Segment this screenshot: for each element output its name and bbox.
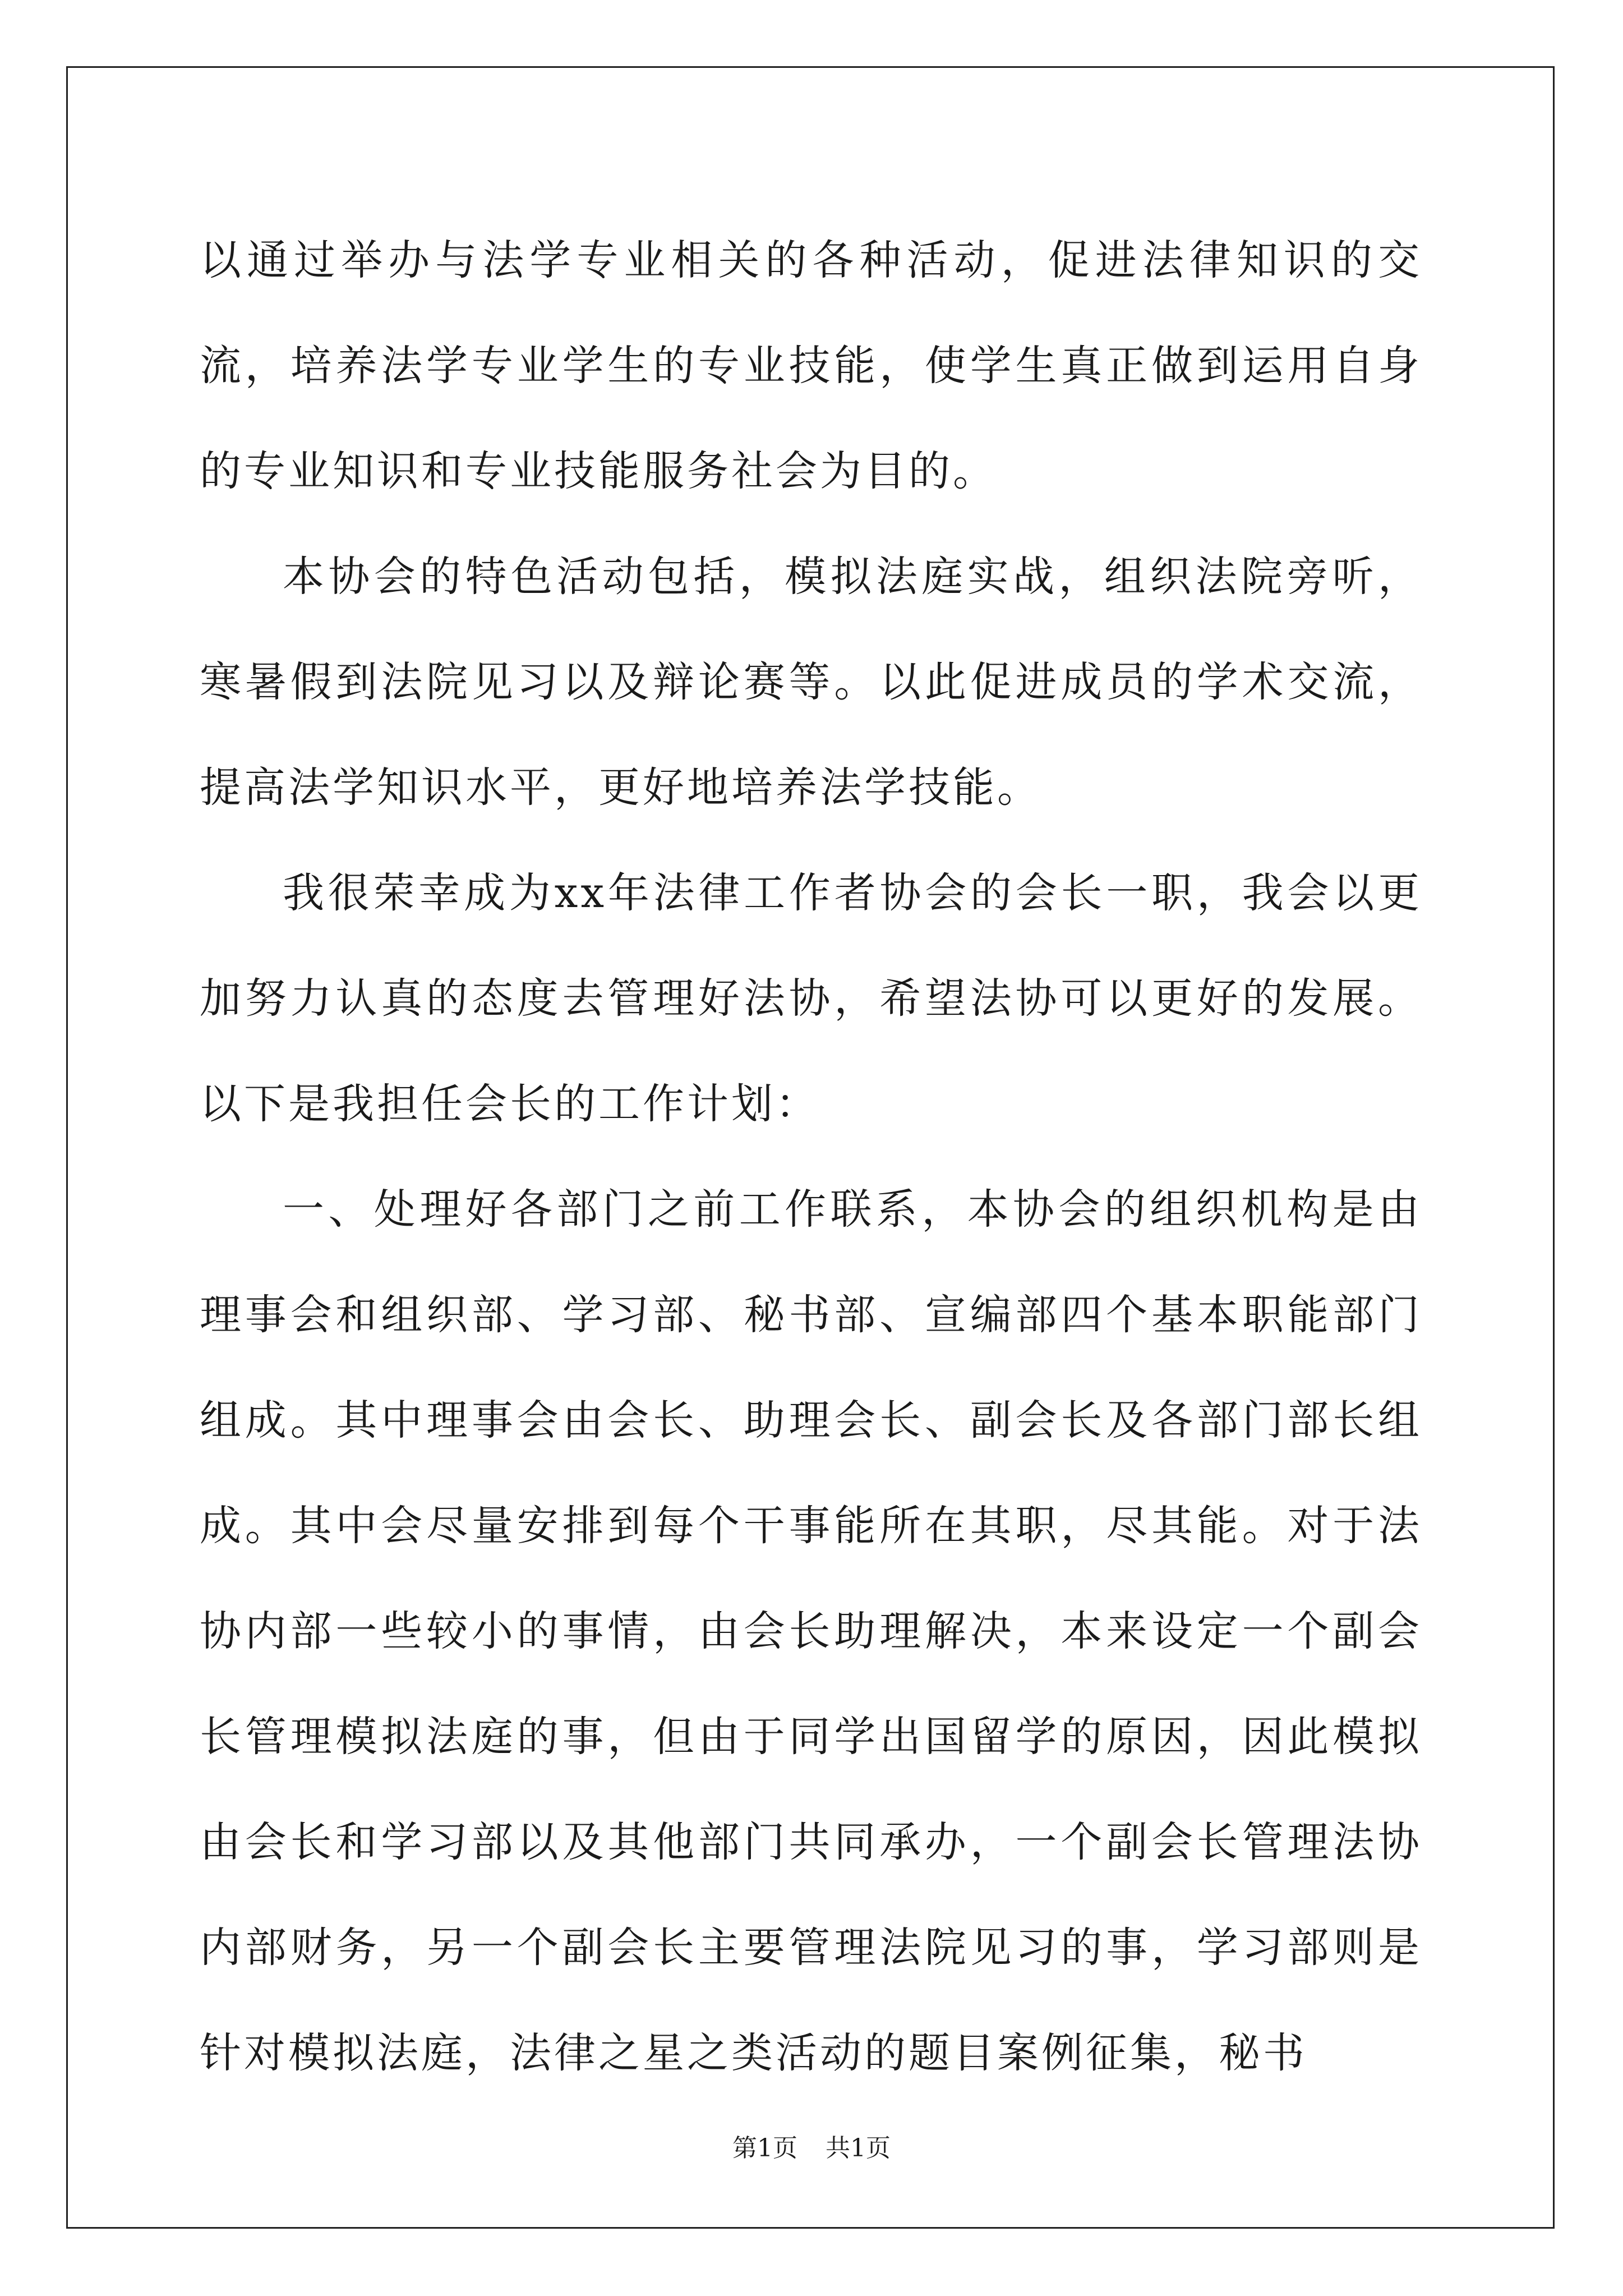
paragraph-1: 以通过举办与法学专业相关的各种活动，促进法律知识的交流，培养法学专业学生的专业技能，使学生真正做到运用自身的专业知识和专业技能服务社会为目的。: [200, 236, 1422, 495]
paragraph-3: 我很荣幸成为xx年法律工作者协会的会长一职，我会以更加努力认真的态度去管理好法协，希望法协可以更好的发展。以下是我担任会长的工作计划：: [200, 869, 1422, 1128]
document-body: [200, 208, 1422, 2106]
page-footer: [0, 2132, 1623, 2165]
paragraph-2: 本协会的特色活动包括，模拟法庭实战，组织法院旁听，寒暑假到法院见习以及辩论赛等。以此促进成员的学术交流，提高法学知识水平，更好地培养法学技能。: [200, 553, 1422, 812]
paragraph-4: 一、处理好各部门之前工作联系，本协会的组织机构是由理事会和组织部、学习部、秘书部、宣编部四个基本职能部门组成。其中理事会由会长、助理会长、副会长及各部门部长组成。其中会尽量安排到每个干事能所在其职，尽其能。对于法协内部一些较小的事情，由会长助理解决，本来设定一个副会长管理模拟法庭的事，但由于同学出国留学的原因，因此模拟由会长和学习部以及其他部门共同承办，一个副会长管理法协内部财务，另一个副会长主要管理法院见习的事，学习部则是针对模拟法庭，法律之星之类活动的题目案例征集，秘书: [200, 1185, 1422, 2077]
page-number: 第1页: [732, 2134, 797, 2162]
page-total: 共1页: [826, 2134, 891, 2162]
